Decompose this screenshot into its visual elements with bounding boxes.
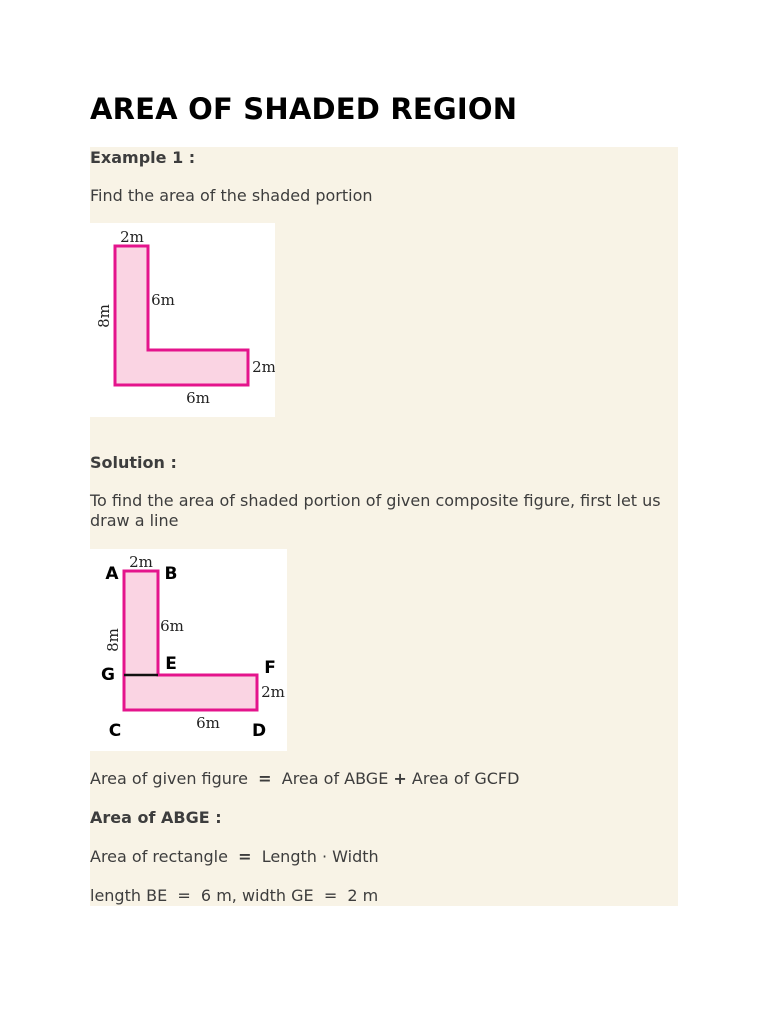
point-c-label: C xyxy=(108,721,122,741)
right-dimension-label: 2m xyxy=(252,358,275,376)
page-title: AREA OF SHADED REGION xyxy=(90,92,518,126)
top-dimension-label: 2m xyxy=(120,228,144,246)
figure-l-shape xyxy=(90,223,275,417)
left-dimension-label: 8m xyxy=(104,628,122,652)
abge-heading: Area of ABGE : xyxy=(90,808,222,827)
rectangle-formula-line xyxy=(90,847,379,867)
area-given-label: Area of given figure xyxy=(90,769,248,788)
plus-sign: + xyxy=(393,769,407,788)
example-question: Find the area of the shaded portion xyxy=(90,186,373,205)
area-gcfd-term: Area of GCFD xyxy=(411,769,520,788)
inner-dimension-label: 6m xyxy=(151,291,175,309)
equals-sign: = xyxy=(258,769,272,788)
inner-dimension-label: 6m xyxy=(160,617,184,635)
example-panel xyxy=(90,147,678,906)
point-g-label: G xyxy=(101,665,115,685)
example-heading: Example 1 : xyxy=(90,148,196,167)
right-dimension-label: 2m xyxy=(261,683,285,701)
point-f-label: F xyxy=(264,658,276,678)
area-formula-line xyxy=(90,769,519,789)
left-dimension-label: 8m xyxy=(95,304,113,328)
bottom-dimension-label: 6m xyxy=(186,389,210,407)
bottom-dimension-label: 6m xyxy=(196,714,220,732)
l-shape xyxy=(115,246,248,385)
solution-heading: Solution : xyxy=(90,453,177,472)
length-width-term: Length · Width xyxy=(261,847,379,866)
equals-sign: = xyxy=(238,847,252,866)
point-a-label: A xyxy=(105,564,119,584)
l-shape xyxy=(124,571,257,710)
l-shape-labeled-diagram xyxy=(90,549,287,751)
rectangle-area-label: Area of rectangle xyxy=(90,847,228,866)
point-e-label: E xyxy=(165,654,177,674)
point-d-label: D xyxy=(251,721,267,741)
point-b-label: B xyxy=(164,564,178,584)
l-shape-diagram xyxy=(90,223,275,417)
area-abge-term: Area of ABGE xyxy=(281,769,389,788)
figure-l-shape-labeled xyxy=(90,549,287,751)
top-dimension-label: 2m xyxy=(129,553,153,571)
solution-intro: To find the area of shaded portion of given composite figure, first let us draw a line xyxy=(90,491,661,530)
abge-dimensions: length BE = 6 m, width GE = 2 m xyxy=(90,886,379,905)
